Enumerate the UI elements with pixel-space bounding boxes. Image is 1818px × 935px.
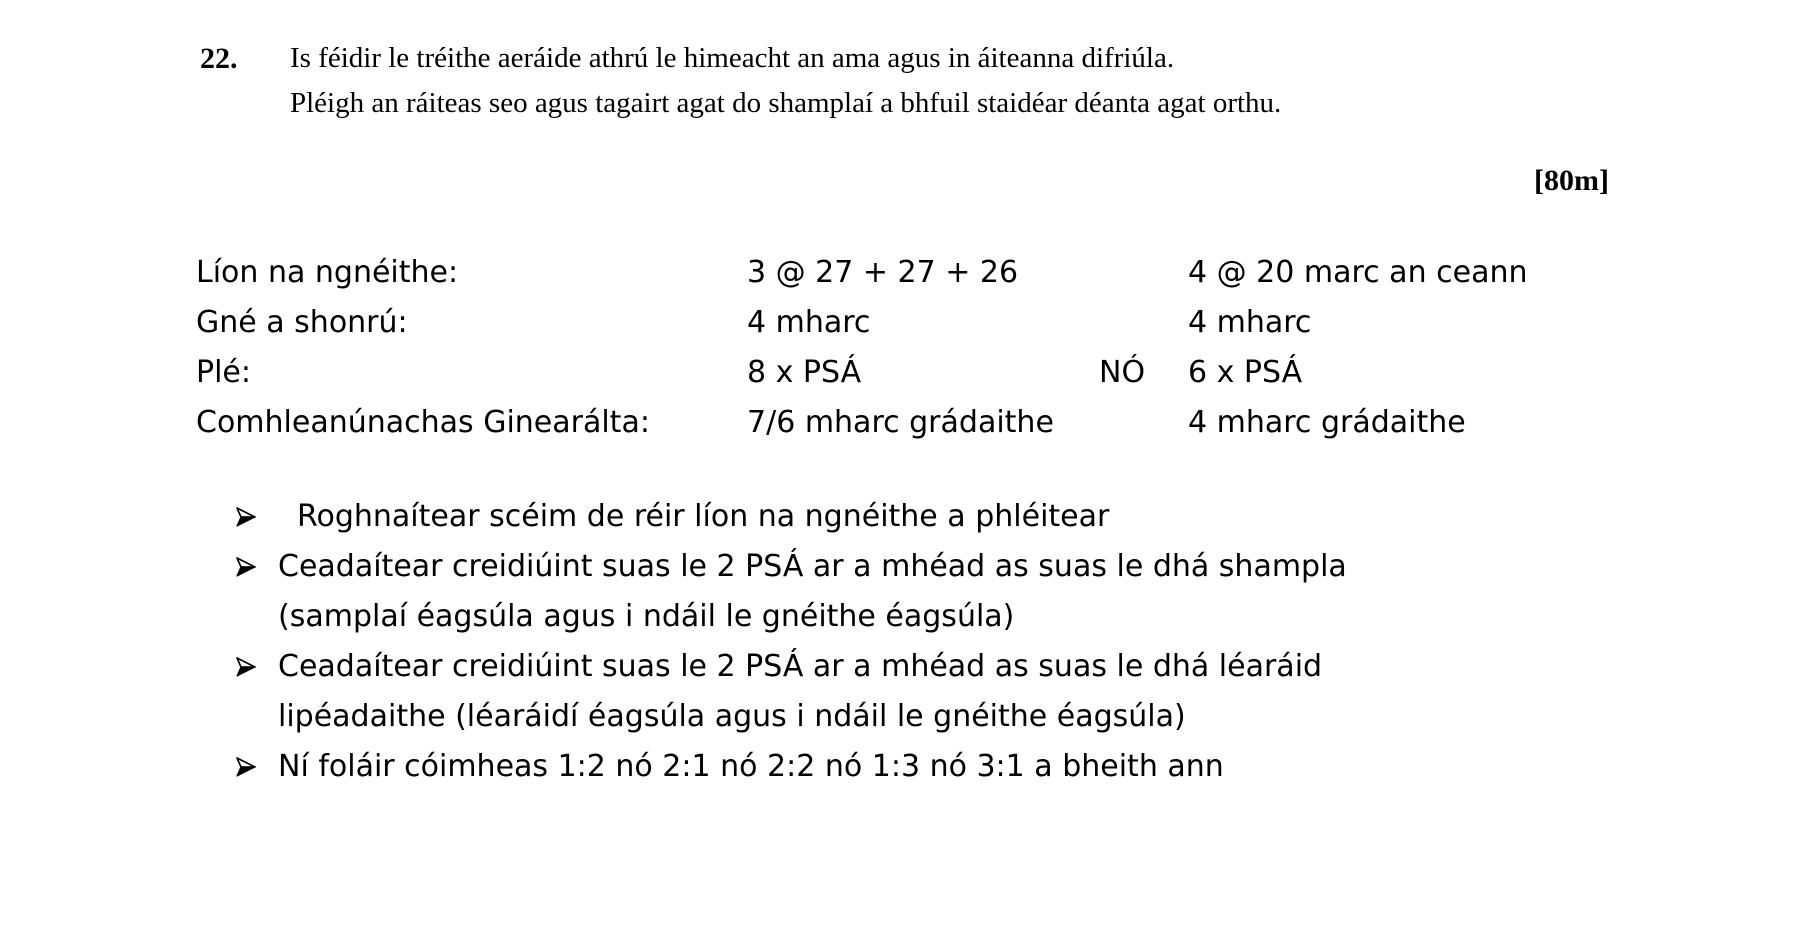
note-item xyxy=(233,642,1347,742)
note-text xyxy=(278,742,1224,792)
scheme-option-b: 4 @ 20 marc an ceann xyxy=(1188,255,1528,290)
note-item xyxy=(233,492,1347,542)
scheme-option-a: 8 x PSÁ xyxy=(747,355,862,390)
note-line: lipéadaithe (léaráidí éagsúla agus i ndáil le gnéithe éagsúla) xyxy=(278,699,1186,734)
scheme-connector xyxy=(1099,298,1188,348)
arrow-bullet-icon xyxy=(233,492,278,529)
note-text xyxy=(278,642,1322,742)
note-text xyxy=(278,492,1109,542)
note-text xyxy=(278,542,1347,642)
marks-tag: [80m] xyxy=(1534,164,1609,197)
scheme-row-label: Comhleanúnachas Ginearálta: xyxy=(196,405,650,440)
scheme-connector xyxy=(1099,398,1188,448)
scheme-option-a: 3 @ 27 + 27 + 26 xyxy=(747,255,1019,290)
scheme-row-label: Líon na ngnéithe: xyxy=(196,255,459,290)
note-line: Roghnaítear scéim de réir líon na ngnéithe a phléitear xyxy=(297,499,1110,534)
arrow-bullet-icon xyxy=(233,542,278,579)
marking-notes-list xyxy=(233,492,1347,792)
question-text xyxy=(290,36,1281,126)
note-line: Ceadaítear creidiúint suas le 2 PSÁ ar a mhéad as suas le dhá léaráid xyxy=(278,649,1323,684)
scheme-row-label: Plé: xyxy=(196,355,251,390)
scheme-connector xyxy=(1099,248,1188,298)
arrow-bullet-icon xyxy=(233,642,278,679)
question-line: Pléigh an ráiteas seo agus tagairt agat do shamplaí a bhfuil staidéar déanta agat orthu. xyxy=(290,87,1282,119)
scheme-option-b: 4 mharc grádaithe xyxy=(1188,405,1466,440)
scheme-option-b: 4 mharc xyxy=(1188,305,1312,340)
note-item xyxy=(233,742,1347,792)
scheme-option-b: 6 x PSÁ xyxy=(1188,355,1303,390)
note-line: Ceadaítear creidiúint suas le 2 PSÁ ar a mhéad as suas le dhá shampla xyxy=(278,549,1347,584)
marking-scheme-table xyxy=(196,248,1527,448)
arrow-bullet-icon xyxy=(233,742,278,779)
scheme-connector: NÓ xyxy=(1099,355,1146,390)
note-line: Ní foláir cóimheas 1:2 nó 2:1 nó 2:2 nó 1:3 nó 3:1 a bheith ann xyxy=(278,749,1224,784)
scheme-row-label: Gné a shonrú: xyxy=(196,305,408,340)
note-line: (samplaí éagsúla agus i ndáil le gnéithe éagsúla) xyxy=(278,599,1015,634)
scheme-option-a: 7/6 mharc grádaithe xyxy=(747,405,1054,440)
scheme-option-a: 4 mharc xyxy=(747,305,871,340)
note-item xyxy=(233,542,1347,642)
question-number: 22. xyxy=(200,42,238,75)
question-line: Is féidir le tréithe aeráide athrú le himeacht an ama agus in áiteanna difriúla. xyxy=(290,42,1175,74)
